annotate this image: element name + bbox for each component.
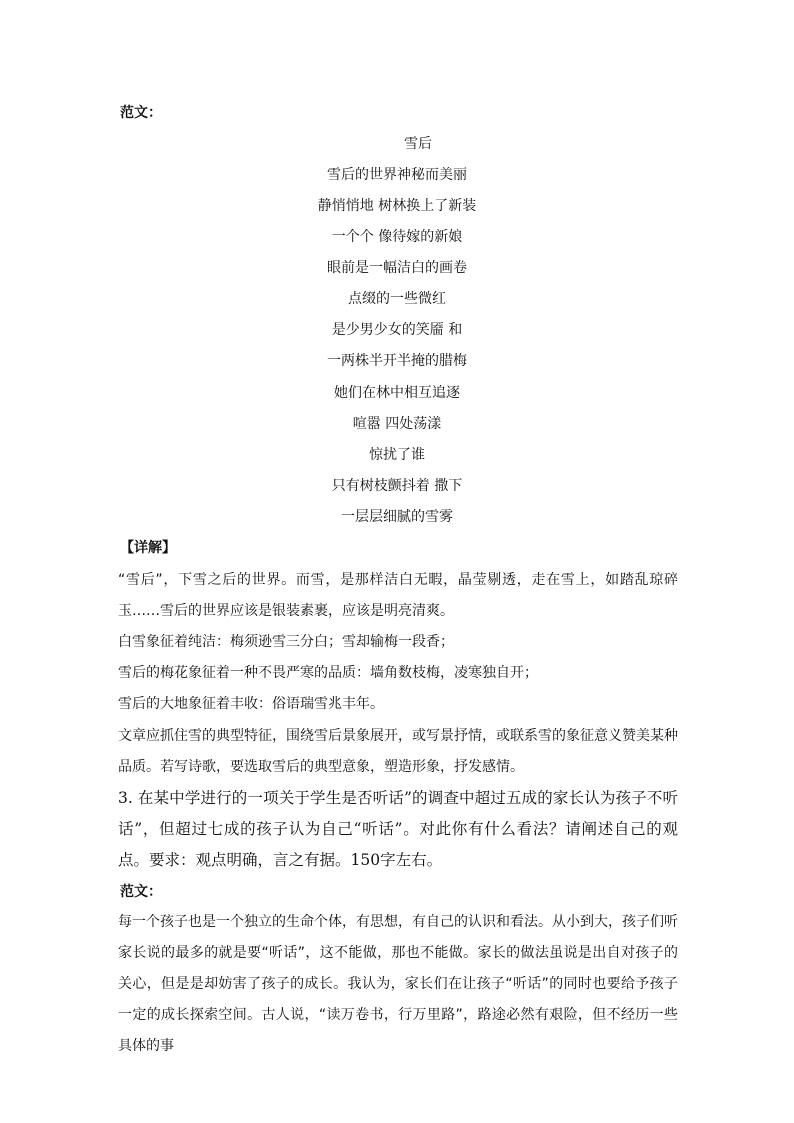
- poem-line: 静悄悄地 树林换上了新装: [317, 198, 477, 214]
- explanation-line: 白雪象征着纯洁：梅须逊雪三分白；雪却输梅一段香；: [118, 634, 454, 650]
- question-3: 3. 在某中学进行的一项关于学生是否听话”的调查中超过五成的家长认为孩子不听话”，但超过七成的孩子认为自己“听话”。对此你有什么看法？请阐述自己的观点。要求：观点明确，言之有据。150字左右。: [118, 789, 678, 869]
- explanation-label: 【详解】: [120, 540, 176, 556]
- poem-line: 只有树枝颤抖着 撒下: [331, 478, 463, 494]
- sample-essay-label: 范文：: [120, 105, 162, 121]
- explanation-line: 雪后的梅花象征着一种不畏严寒的品质：墙角数枝梅，凌寒独自开；: [118, 665, 538, 681]
- poem-line: 雪后的世界神秘而美丽: [327, 167, 467, 183]
- explanation-paragraph: “雪后”，下雪之后的世界。而雪，是那样洁白无暇，晶莹剔透，走在雪上，如踏乱琼碎玉……雪后的世界应该是银装素裹，应该是明亮清爽。: [118, 572, 678, 619]
- sample-essay-label: 范文：: [120, 884, 162, 900]
- explanation-paragraph: 文章应抓住雪的典型特征，围绕雪后景象展开，或写景抒情，或联系雪的象征意义赞美某种品质。若写诗歌，要选取雪后的典型意象，塑造形象，抒发感情。: [118, 728, 678, 775]
- essay-paragraph: 每一个孩子也是一个独立的生命个体，有思想，有自己的认识和看法。从小到大，孩子们听家长说的最多的就是要“听话”，这不能做，那也不能做。家长的做法虽说是出自对孩子的关心，但是是却妨害了孩子的成长。我认为，家长们在让孩子“听话”的同时也要给予孩子一定的成长探索空间。古人说，“读万卷书，行万里路”，路途必然有艰险，但不经历一些具体的事: [118, 914, 678, 1054]
- poem-line: 一个个 像待嫁的新娘: [331, 229, 463, 245]
- poem-line: 点缀的一些微红: [348, 291, 446, 307]
- poem-line: 一两株半开半掩的腊梅: [327, 353, 467, 369]
- poem-title: 雪后: [404, 136, 432, 152]
- poem-line: 她们在林中相互追逐: [334, 385, 460, 401]
- poem-line: 是少男少女的笑靥 和: [331, 322, 463, 338]
- poem-line: 喧嚣 四处荡漾: [352, 416, 442, 432]
- poem-line: 一层层细腻的雪雾: [341, 509, 453, 525]
- poem-line: 眼前是一幅洁白的画卷: [327, 260, 467, 276]
- poem-line: 惊扰了谁: [369, 447, 425, 463]
- explanation-line: 雪后的大地象征着丰收：俗语瑞雪兆丰年。: [118, 696, 384, 712]
